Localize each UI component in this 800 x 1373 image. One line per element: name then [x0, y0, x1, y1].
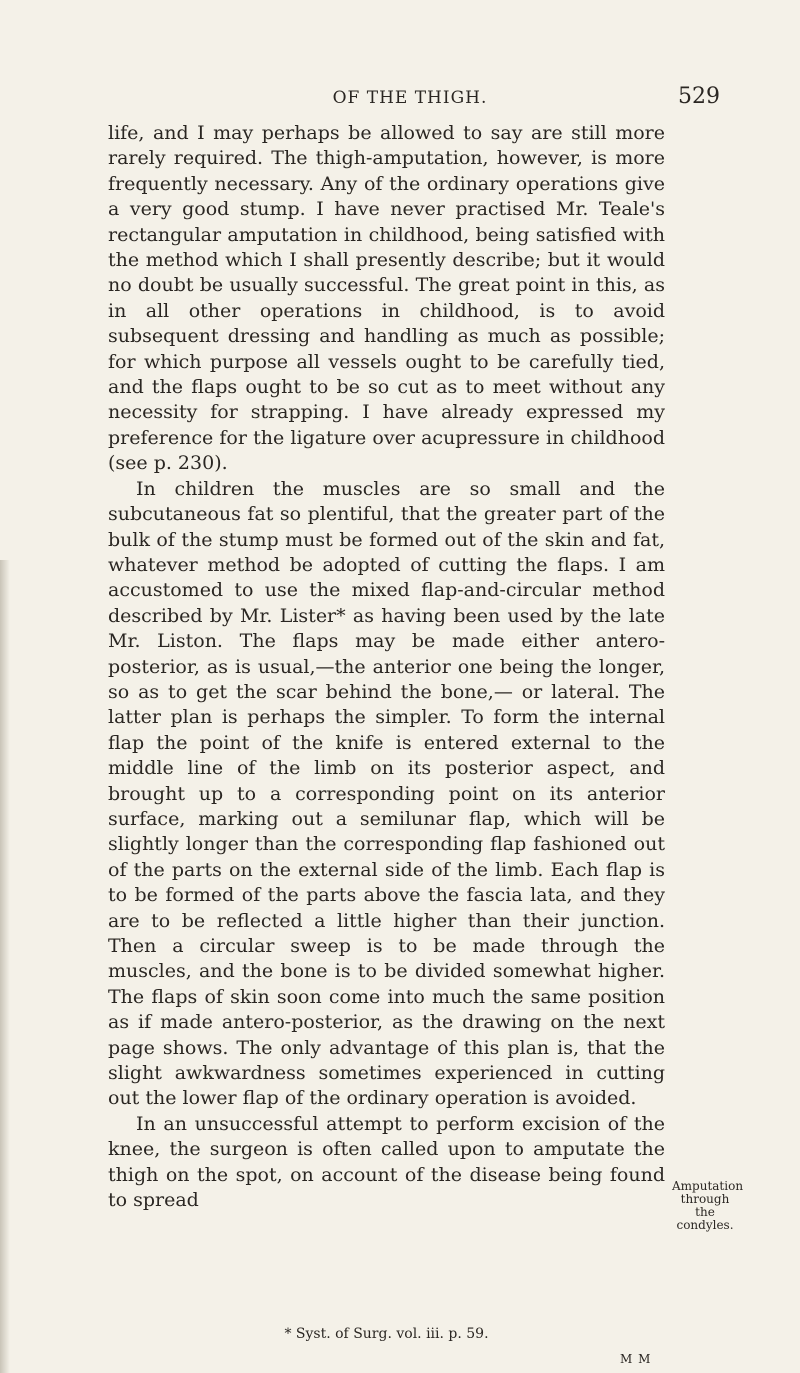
page-edge-shadow: [0, 560, 10, 1373]
paragraph-2: In children the muscles are so small and the subcutaneous fat so plentiful, that the greater part of the bulk of the stump must be formed out of the skin and fat, whatever method be adopted of cutting the flaps. I am accustomed to use the mixed flap-and-circular method described by Mr. Lister* as having been used by the late Mr. Liston. The flaps may be made either antero-posterior, as is usual,—the anterior one being the longer, so as to get the scar behind the bone,— or lateral. The latter plan is perhaps the simpler. To form the internal flap the point of the knife is entered external to the middle line of the limb on its posterior aspect, and brought up to a corresponding point on its anterior surface, marking out a semilunar flap, which will be slightly longer than the corresponding flap fashioned out of the parts on the external side of the limb. Each flap is to be formed of the parts above the fascia lata, and they are to be reflected a little higher than their junction. Then a circular sweep is to be made through the muscles, and the bone is to be divided somewhat higher. The flaps of skin soon come into much the same position as if made antero-posterior, as the drawing on the next page shows. The only advantage of this plan is, that the slight awkwardness sometimes experienced in cutting out the lower flap of the ordinary operation is avoided.: [108, 477, 665, 1110]
footnote-text: * Syst. of Surg. vol. iii. p. 59.: [284, 1326, 489, 1342]
paragraph-1: life, and I may perhaps be allowed to say are still more rarely required. The thigh-amputation, however, is more frequently necessary. Any of the ordinary operations give a very good stump. I have never practised Mr. Teale's rectangular amputation in childhood, being satisfied with the method which I shall presently describe; but it would no doubt be usually successful. The great point in this, as in all other operations in childhood, is to avoid subsequent dressing and handling as much as possible; for which purpose all vessels ought to be carefully tied, and the flaps ought to be so cut as to meet without any necessity for strapping. I have already expressed my preference for the ligature over acupressure in childhood (see p. 230).: [108, 122, 665, 475]
signature-mark: M M: [620, 1352, 652, 1366]
page-header: [100, 84, 720, 114]
page-number: 529: [678, 84, 720, 109]
footnote: [108, 1326, 665, 1342]
body-text: [108, 121, 665, 1213]
margin-note: Amputation through the condyles.: [672, 1179, 744, 1232]
running-head: OF THE THIGH.: [332, 88, 488, 108]
paragraph-3: In an unsuccessful attempt to perform excision of the knee, the surgeon is often called upon to amputate the thigh on the spot, on account of the disease being found to spread: [108, 1112, 665, 1212]
